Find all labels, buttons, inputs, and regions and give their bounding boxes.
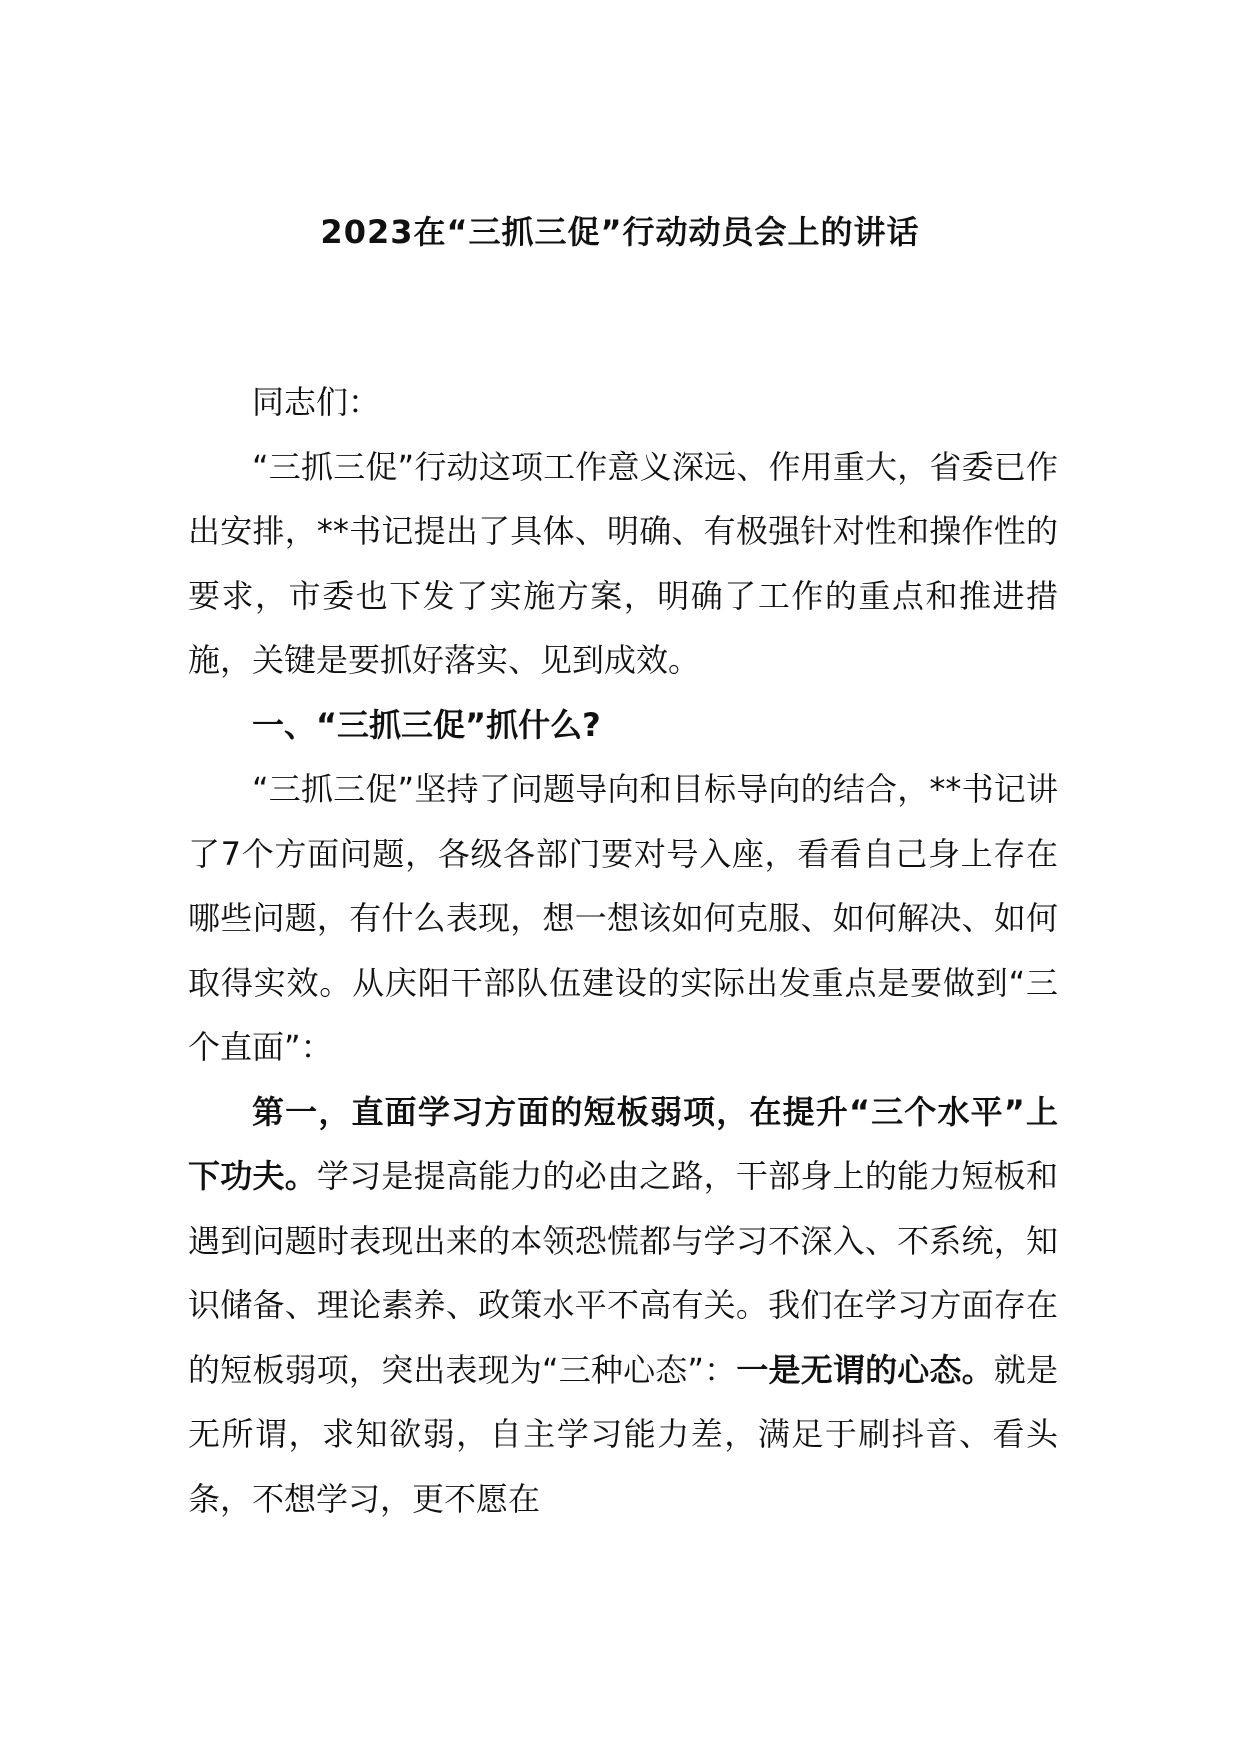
paragraph-2: “三抓三促”坚持了问题导向和目标导向的结合，**书记讲了7个方面问题，各级各部门要对号入座，看看自己身上存在哪些问题，有什么表现，想一想该如何克服、如何解决、如何取得实效。从庆阳干部队伍建设的实际出发重点是要做到“三个直面”： xyxy=(188,770,1058,1066)
paragraph-3-text-2: 就是无所谓，求知欲弱，自主学习能力差，满足于刷抖音、看头条，不想学习，更不愿在 xyxy=(188,1350,1058,1518)
paragraph-1: “三抓三促”行动这项工作意义深远、作用重大，省委已作出安排，**书记提出了具体、明确、有极强针对性和操作性的要求，市委也下发了实施方案，明确了工作的重点和推进措施，关键是要抓好落实、见到成效。 xyxy=(188,447,1058,679)
paragraph-3 xyxy=(188,1080,1058,1532)
document-title: 2023在“三抓三促”行动动员会上的讲话 xyxy=(320,213,920,251)
paragraph-3-lead: 第一，直面学习方面的短板弱项，在提升“三个水平”上下功夫。 xyxy=(188,1092,1058,1195)
section-heading-1: 一、“三抓三促”抓什么? xyxy=(252,705,601,744)
paragraph-3-text: 学习是提高能力的必由之路，干部身上的能力短板和遇到问题时表现出来的本领恐慌都与学习不深入、不系统，知识储备、理论素养、政策水平不高有关。我们在学习方面存在的短板弱项，突出表现为“三种心态”： xyxy=(188,1157,1058,1389)
salutation: 同志们： xyxy=(252,383,381,421)
document-body xyxy=(188,370,1058,1531)
paragraph-3-point: 一是无谓的心态。 xyxy=(736,1350,994,1389)
